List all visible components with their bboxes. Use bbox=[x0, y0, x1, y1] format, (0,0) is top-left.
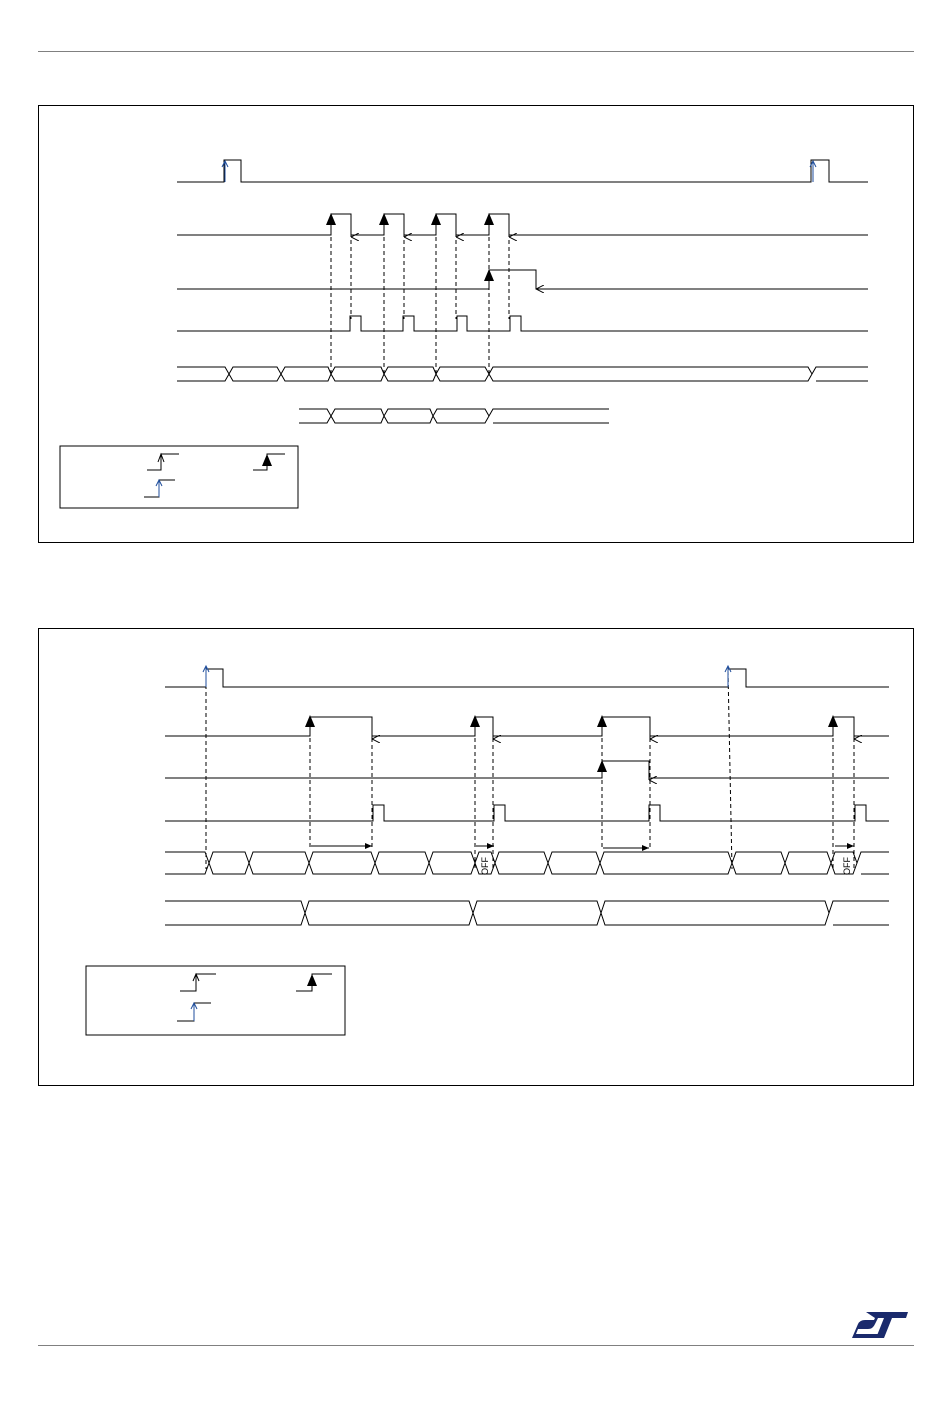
legend-box bbox=[86, 966, 345, 1035]
pulse-signal-3 bbox=[177, 316, 868, 331]
rising-edge-icon bbox=[484, 269, 494, 281]
legend-rising-edge-icon bbox=[180, 974, 216, 991]
trigger-arrow-icon bbox=[203, 666, 209, 687]
legend-trigger-arrow-icon bbox=[191, 1003, 197, 1021]
trigger-signal bbox=[177, 160, 868, 182]
trigger-signal bbox=[165, 669, 889, 687]
timing-diagram-1-svg bbox=[39, 106, 913, 542]
pulse-signal-2 bbox=[177, 270, 868, 289]
header-rule bbox=[38, 51, 914, 52]
legend-box bbox=[60, 446, 298, 508]
off-label: OFF bbox=[842, 857, 852, 875]
pulse-signal-1 bbox=[177, 214, 868, 235]
rising-edge-icon bbox=[326, 213, 336, 225]
timing-diagram-1 bbox=[38, 105, 914, 543]
pulse-signal-1 bbox=[165, 717, 889, 736]
off-label: OFF bbox=[480, 857, 490, 875]
st-logo-icon bbox=[852, 1310, 910, 1340]
rising-edge-icon bbox=[597, 760, 607, 772]
data-bus-1 bbox=[177, 367, 868, 381]
timing-diagram-2-svg bbox=[39, 629, 913, 1085]
footer-rule bbox=[38, 1345, 914, 1346]
data-bus-2 bbox=[165, 901, 889, 925]
rising-edge-icon bbox=[431, 213, 441, 225]
timing-diagram-2 bbox=[38, 628, 914, 1086]
rising-edge-icon bbox=[379, 213, 389, 225]
data-bus-2 bbox=[299, 409, 609, 423]
rising-edge-icon bbox=[484, 213, 494, 225]
legend-trigger-arrow-icon bbox=[156, 480, 162, 497]
pulse-signal-2 bbox=[165, 761, 889, 778]
pulse-signal-3 bbox=[165, 805, 889, 821]
legend-rising-edge-icon bbox=[147, 454, 179, 470]
data-bus-1 bbox=[165, 852, 889, 874]
rising-edge-markers bbox=[305, 715, 838, 772]
trigger-arrow-icon bbox=[725, 666, 731, 687]
trigger-arrow-icon bbox=[222, 161, 228, 182]
